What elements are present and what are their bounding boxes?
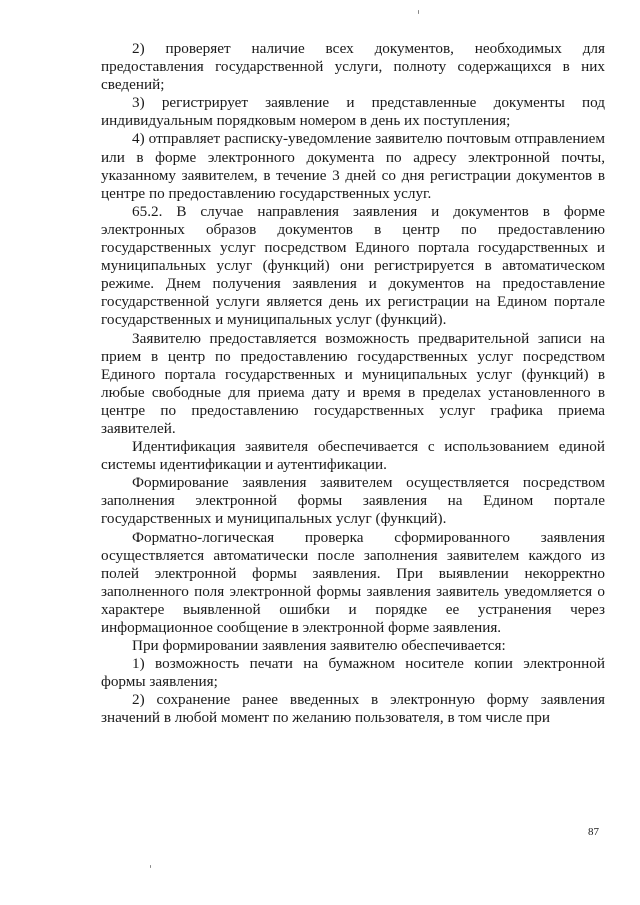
scan-speck: [150, 865, 151, 868]
paragraph: 2) сохранение ранее введенных в электронную форму заявления значений в любой момент по желанию пользователя, в том числе при: [101, 691, 605, 727]
paragraph: 1) возможность печати на бумажном носителе копии электронной формы заявления;: [101, 655, 605, 691]
paragraph: Формирование заявления заявителем осуществляется посредством заполнения электронной формы заявления на Едином портале государственных и муниципальных услуг (функций).: [101, 474, 605, 528]
paragraph: При формировании заявления заявителю обеспечивается:: [132, 637, 506, 655]
paragraph: 65.2. В случае направления заявления и документов в форме электронных образов документов в центр по предоставлению государственных услуг посредством Единого портала государственных и муниципальных услуг (функций) они регистрируется в автоматическом режиме. Днем получения заявления и документов на предоставление государственной услуги является день их регистрации на Едином портале государственных и муниципальных услуг (функций).: [101, 202, 605, 329]
paragraph: 4) отправляет расписку-уведомление заявителю почтовым отправлением или в форме электронного документа по адресу электронной почты, указанному заявителем, в течение 3 дней со дня регистрации документов в центре по предоставлению государственных услуг.: [101, 130, 605, 202]
page-number: 87: [588, 826, 599, 838]
scan-speck: [418, 10, 419, 14]
paragraph: 3) регистрирует заявление и представленные документы под индивидуальным порядковым номером в день их поступления;: [101, 94, 605, 130]
document-body: [101, 40, 605, 728]
paragraph: 2) проверяет наличие всех документов, необходимых для предоставления государственной услуги, полноту содержащихся в них сведений;: [101, 40, 605, 94]
paragraph: Идентификация заявителя обеспечивается с использованием единой системы идентификации и аутентификации.: [101, 438, 605, 474]
paragraph: Заявителю предоставляется возможность предварительной записи на прием в центр по предоставлению государственных услуг посредством Единого портала государственных и муниципальных услуг (функций) в любые свободные для приема дату и время в пределах установленного в центре по предоставлению государственных услуг графика приема заявителей.: [101, 329, 605, 437]
paragraph: Форматно-логическая проверка сформированного заявления осуществляется автоматически после заполнения заявителем каждого из полей электронной формы заявления. При выявлении некорректно заполненного поля электронной формы заявления заявитель уведомляется о характере выявленной ошибки и порядке ее устранения через информационное сообщение в электронной форме заявления.: [101, 528, 605, 636]
